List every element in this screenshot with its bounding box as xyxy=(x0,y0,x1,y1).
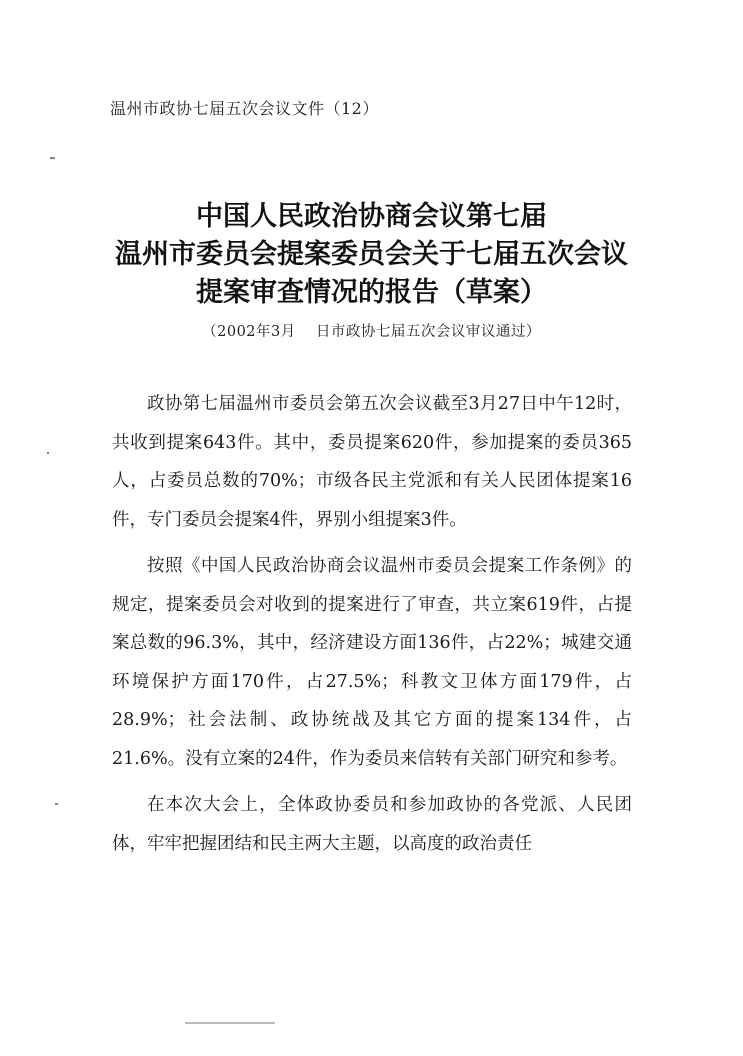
document-title xyxy=(0,198,743,312)
scan-artifact-line xyxy=(185,1022,275,1024)
body-paragraph-1: 政协第七届温州市委员会第五次会议截至3月27日中午12时，共收到提案643件。其中，委员提案620件，参加提案的委员365人，占委员总数的70%；市级各民主党派和有关人民团体提案16件，专门委员会提案4件，界别小组提案3件。 xyxy=(112,394,632,530)
document-header: 温州市政协七届五次会议文件（12） xyxy=(110,99,379,118)
body-paragraph-3: 在本次大会上，全体政协委员和参加政协的各党派、人民团体，牢牢把握团结和民主两大主题，以高度的政治责任 xyxy=(112,795,632,854)
title-line-2: 温州市委员会提案委员会关于七届五次会议 xyxy=(115,239,628,270)
scan-speck xyxy=(50,157,55,159)
scan-speck xyxy=(55,803,58,805)
title-line-3: 提案审查情况的报告（草案） xyxy=(196,277,547,308)
document-subtitle: （2002年3月 日市政协七届五次会议审议通过） xyxy=(202,324,541,340)
title-line-1: 中国人民政治协商会议第七届 xyxy=(196,201,547,232)
document-body xyxy=(112,385,632,871)
scan-speck xyxy=(47,452,49,454)
body-paragraph-2: 按照《中国人民政治协商会议温州市委员会提案工作条例》的规定，提案委员会对收到的提案进行了审查，共立案619件，占提案总数的96.3%，其中，经济建设方面136件，占22%；城建交通环境保护方面170件，占27.5%；科教文卫体方面179件，占28.9%；社会法制、政协统战及其它方面的提案134件，占21.6%。没有立案的24件，作为委员来信转有关部门研究和参考。 xyxy=(112,556,632,769)
